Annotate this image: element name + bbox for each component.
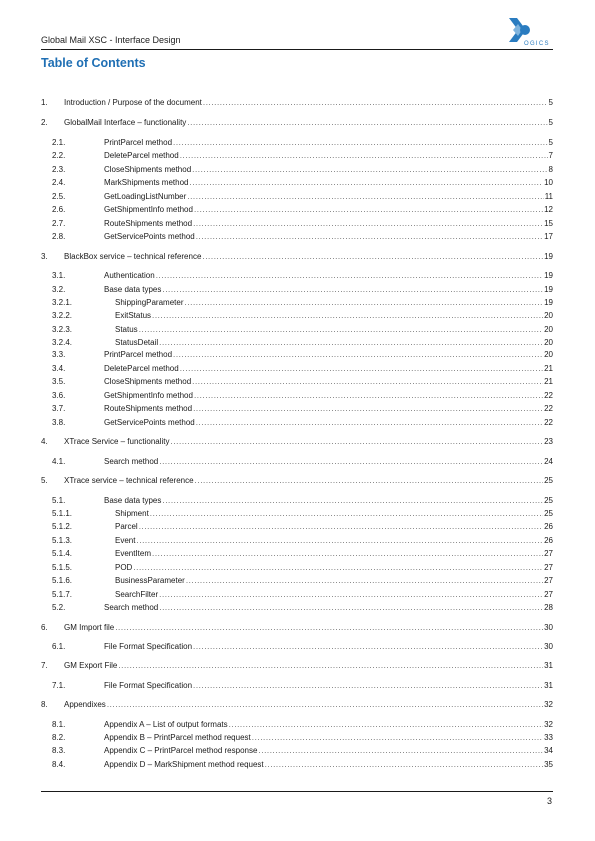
- toc-leader-dots: [159, 337, 543, 349]
- toc-entry-title: File Format Specification: [104, 681, 193, 690]
- toc-entry-page: 30: [544, 642, 553, 651]
- toc-entry[interactable]: [41, 191, 553, 203]
- toc-entry-number: 8.1.: [52, 720, 66, 729]
- toc-entry-title: DeleteParcel method: [104, 151, 179, 160]
- toc-entry-page: 5: [548, 118, 553, 127]
- toc-entry-title: GM Import file: [64, 623, 115, 632]
- toc-entry-number: 3.8.: [52, 418, 66, 427]
- toc-entry-title: SearchFilter: [115, 590, 159, 599]
- toc-entry-number: 3.2.3.: [52, 325, 73, 334]
- toc-entry-page: 20: [544, 350, 553, 359]
- toc-entry-page: 25: [544, 476, 553, 485]
- toc-entry[interactable]: [41, 117, 553, 129]
- toc-entry-page: 21: [544, 364, 553, 373]
- toc-leader-dots: [133, 562, 543, 574]
- toc-leader-dots: [152, 310, 543, 322]
- toc-entry-number: 2.4.: [52, 178, 66, 187]
- toc-entry-title: GetShipmentInfo method: [104, 205, 193, 214]
- toc-entry-number: 3.6.: [52, 391, 66, 400]
- toc-entry-title: Introduction / Purpose of the document: [64, 98, 202, 107]
- toc-entry-number: 5.: [41, 476, 48, 485]
- toc-entry-page: 12: [544, 205, 553, 214]
- toc-leader-dots: [156, 270, 543, 282]
- toc-entry-page: 22: [544, 418, 553, 427]
- toc-entry[interactable]: [41, 251, 553, 263]
- toc-entry-number: 6.1.: [52, 642, 66, 651]
- toc-entry-number: 8.3.: [52, 746, 66, 755]
- toc-entry-number: 2.: [41, 118, 48, 127]
- toc-entry[interactable]: [41, 177, 553, 189]
- toc-entry-number: 5.1.7.: [52, 590, 73, 599]
- toc-entry-number: 5.1.3.: [52, 536, 73, 545]
- toc-leader-dots: [152, 548, 543, 560]
- toc-entry-title: Parcel: [115, 522, 138, 531]
- toc-entry-page: 7: [548, 151, 553, 160]
- toc-leader-dots: [203, 97, 548, 109]
- toc-entry[interactable]: [41, 164, 553, 176]
- toc-entry-number: 2.6.: [52, 205, 66, 214]
- toc-leader-dots: [171, 436, 544, 448]
- toc-entry-number: 2.5.: [52, 192, 66, 201]
- toc-entry-number: 5.1.: [52, 496, 66, 505]
- toc-entry-number: 3.2.: [52, 285, 66, 294]
- toc-leader-dots: [180, 363, 543, 375]
- toc-entry-title: GetLoadingListNumber: [104, 192, 187, 201]
- toc-entry[interactable]: [41, 622, 553, 634]
- toc-entry-title: CloseShipments method: [104, 165, 192, 174]
- toc-leader-dots: [192, 376, 543, 388]
- toc-entry-number: 2.1.: [52, 138, 66, 147]
- toc-entry-number: 2.7.: [52, 219, 66, 228]
- toc-leader-dots: [159, 602, 543, 614]
- toc-entry-title: DeleteParcel method: [104, 364, 179, 373]
- toc-entry-title: RouteShipments method: [104, 404, 193, 413]
- toc-entry[interactable]: [41, 641, 553, 653]
- toc-entry-number: 1.: [41, 98, 48, 107]
- toc-entry-page: 5: [548, 138, 553, 147]
- toc-entry-page: 25: [544, 509, 553, 518]
- toc-entry-title: Authentication: [104, 271, 155, 280]
- toc-entry-title: BlackBox service – technical reference: [64, 252, 202, 261]
- toc-entry-title: RouteShipments method: [104, 219, 193, 228]
- toc-entry-title: Search method: [104, 457, 159, 466]
- toc-entry-title: StatusDetail: [115, 338, 159, 347]
- toc-entry-title: ShippingParameter: [115, 298, 184, 307]
- toc-entry-title: CloseShipments method: [104, 377, 192, 386]
- toc-entry-page: 31: [544, 681, 553, 690]
- toc-entry-title: MarkShipments method: [104, 178, 189, 187]
- toc-entry-title: ExitStatus: [115, 311, 152, 320]
- toc-entry-title: Shipment: [115, 509, 149, 518]
- toc-entry-page: 23: [544, 437, 553, 446]
- toc-entry-page: 25: [544, 496, 553, 505]
- x-logo-icon: [509, 18, 530, 42]
- toc-entry-title: Appendixes: [64, 700, 106, 709]
- toc-entry-number: 6.: [41, 623, 48, 632]
- toc-entry-title: BusinessParameter: [115, 576, 185, 585]
- toc-entry[interactable]: [41, 521, 553, 533]
- toc-entry-title: Appendix A – List of output formats: [104, 720, 228, 729]
- toc-entry[interactable]: [41, 284, 553, 296]
- toc-entry[interactable]: [41, 456, 553, 468]
- toc-entry[interactable]: [41, 310, 553, 322]
- toc-entry-title: XTrace service – technical reference: [64, 476, 194, 485]
- toc-entry[interactable]: [41, 436, 553, 448]
- toc-entry[interactable]: [41, 745, 553, 757]
- toc-entry-page: 33: [544, 733, 553, 742]
- toc-leader-dots: [159, 456, 543, 468]
- toc-entry-page: 10: [544, 178, 553, 187]
- toc-entry-number: 3.3.: [52, 350, 66, 359]
- toc-entry-number: 5.1.5.: [52, 563, 73, 572]
- toc-leader-dots: [193, 680, 543, 692]
- toc-heading: Table of Contents: [41, 56, 146, 70]
- toc-leader-dots: [118, 660, 543, 672]
- toc-entry[interactable]: [41, 349, 553, 361]
- toc-entry-page: 22: [544, 404, 553, 413]
- footer-divider: [41, 791, 553, 792]
- toc-entry-number: 5.1.2.: [52, 522, 73, 531]
- toc-leader-dots: [193, 641, 543, 653]
- toc-entry[interactable]: [41, 137, 553, 149]
- toc-leader-dots: [202, 251, 543, 263]
- toc-entry-page: 22: [544, 391, 553, 400]
- toc-entry-page: 20: [544, 338, 553, 347]
- toc-entry-title: Appendix D – MarkShipment method request: [104, 760, 264, 769]
- toc-entry-title: Status: [115, 325, 138, 334]
- toc-leader-dots: [159, 589, 543, 601]
- toc-leader-dots: [180, 150, 548, 162]
- toc-entry[interactable]: [41, 231, 553, 243]
- toc-entry-page: 31: [544, 661, 553, 670]
- toc-leader-dots: [139, 521, 543, 533]
- toc-entry-number: 3.7.: [52, 404, 66, 413]
- toc-entry[interactable]: [41, 680, 553, 692]
- toc-entry-number: 2.8.: [52, 232, 66, 241]
- logo-text: OGICS: [524, 41, 550, 47]
- toc-leader-dots: [115, 622, 543, 634]
- toc-leader-dots: [187, 191, 543, 203]
- toc-entry-page: 19: [544, 285, 553, 294]
- toc-leader-dots: [229, 719, 543, 731]
- toc-leader-dots: [107, 699, 543, 711]
- toc-entry-number: 8.2.: [52, 733, 66, 742]
- toc-entry[interactable]: [41, 759, 553, 771]
- toc-entry[interactable]: [41, 548, 553, 560]
- toc-leader-dots: [193, 403, 543, 415]
- toc-entry-number: 5.1.4.: [52, 549, 73, 558]
- toc-entry-number: 8.4.: [52, 760, 66, 769]
- toc-entry[interactable]: [41, 376, 553, 388]
- toc-entry-number: 8.: [41, 700, 48, 709]
- xlogics-logo: [500, 14, 560, 48]
- toc-entry-number: 2.2.: [52, 151, 66, 160]
- toc-entry-title: Event: [115, 536, 136, 545]
- toc-entry-page: 17: [544, 232, 553, 241]
- toc-entry-number: 4.1.: [52, 457, 66, 466]
- toc-leader-dots: [196, 231, 543, 243]
- toc-entry-title: File Format Specification: [104, 642, 193, 651]
- toc-entry-page: 34: [544, 746, 553, 755]
- toc-entry[interactable]: [41, 732, 553, 744]
- toc-entry[interactable]: [41, 97, 553, 109]
- toc-entry-title: Appendix B – PrintParcel method request: [104, 733, 251, 742]
- toc-entry-page: 35: [544, 760, 553, 769]
- toc-entry[interactable]: [41, 602, 553, 614]
- toc-leader-dots: [193, 218, 543, 230]
- toc-entry-page: 11: [544, 192, 553, 201]
- toc-entry-number: 2.3.: [52, 165, 66, 174]
- toc-entry[interactable]: [41, 324, 553, 336]
- toc-entry[interactable]: [41, 297, 553, 309]
- toc-entry-title: Base data types: [104, 496, 162, 505]
- toc-entry[interactable]: [41, 719, 553, 731]
- toc-entry-number: 3.4.: [52, 364, 66, 373]
- toc-entry-page: 26: [544, 522, 553, 531]
- toc-entry[interactable]: [41, 150, 553, 162]
- toc-entry-number: 3.5.: [52, 377, 66, 386]
- toc-entry[interactable]: [41, 403, 553, 415]
- toc-leader-dots: [162, 284, 543, 296]
- toc-entry[interactable]: [41, 363, 553, 375]
- header-divider: [41, 49, 553, 50]
- toc-entry[interactable]: [41, 508, 553, 520]
- toc-entry-title: Search method: [104, 603, 159, 612]
- toc-entry-title: PrintParcel method: [104, 138, 173, 147]
- toc-entry-page: 20: [544, 311, 553, 320]
- toc-leader-dots: [192, 164, 547, 176]
- toc-entry[interactable]: [41, 562, 553, 574]
- toc-entry-number: 3.1.: [52, 271, 66, 280]
- toc-entry[interactable]: [41, 204, 553, 216]
- toc-entry-page: 15: [544, 219, 553, 228]
- toc-entry-number: 7.1.: [52, 681, 66, 690]
- toc-leader-dots: [195, 475, 544, 487]
- toc-leader-dots: [162, 495, 543, 507]
- toc-leader-dots: [173, 349, 543, 361]
- toc-entry-title: PrintParcel method: [104, 350, 173, 359]
- toc-leader-dots: [139, 324, 543, 336]
- toc-entry-number: 3.2.1.: [52, 298, 73, 307]
- toc-entry-page: 21: [544, 377, 553, 386]
- document-header-title: Global Mail XSC - Interface Design: [41, 35, 181, 45]
- toc-entry-page: 20: [544, 325, 553, 334]
- toc-entry-page: 27: [544, 576, 553, 585]
- toc-leader-dots: [186, 575, 543, 587]
- toc-leader-dots: [252, 732, 543, 744]
- toc-leader-dots: [150, 508, 543, 520]
- toc-entry-page: 30: [544, 623, 553, 632]
- toc-entry[interactable]: [41, 475, 553, 487]
- page-number: 3: [546, 796, 552, 806]
- toc-entry-title: XTrace Service – functionality: [64, 437, 170, 446]
- toc-entry-page: 27: [544, 590, 553, 599]
- toc-entry[interactable]: [41, 390, 553, 402]
- toc-entry[interactable]: [41, 589, 553, 601]
- toc-leader-dots: [187, 117, 547, 129]
- toc-entry-title: EventItem: [115, 549, 152, 558]
- toc-entry-title: GM Export File: [64, 661, 118, 670]
- toc-entry-page: 28: [544, 603, 553, 612]
- toc-entry-title: Appendix C – PrintParcel method response: [104, 746, 258, 755]
- toc-entry-title: GetShipmentInfo method: [104, 391, 193, 400]
- toc-leader-dots: [189, 177, 543, 189]
- toc-entry[interactable]: [41, 337, 553, 349]
- toc-entry[interactable]: [41, 575, 553, 587]
- toc-entry-number: 5.2.: [52, 603, 66, 612]
- toc-leader-dots: [173, 137, 548, 149]
- toc-entry-page: 32: [544, 720, 553, 729]
- toc-entry[interactable]: [41, 699, 553, 711]
- toc-entry-page: 19: [544, 252, 553, 261]
- toc-entry-page: 19: [544, 271, 553, 280]
- toc-entry[interactable]: [41, 535, 553, 547]
- toc-entry-page: 5: [548, 98, 553, 107]
- toc-entry-page: 26: [544, 536, 553, 545]
- toc-entry[interactable]: [41, 495, 553, 507]
- toc-entry-number: 3.: [41, 252, 48, 261]
- toc-entry-number: 7.: [41, 661, 48, 670]
- toc-entry-number: 5.1.1.: [52, 509, 73, 518]
- toc-leader-dots: [194, 204, 543, 216]
- toc-entry[interactable]: [41, 660, 553, 672]
- toc-entry-page: 27: [544, 549, 553, 558]
- toc-entry-title: GetServicePoints method: [104, 418, 195, 427]
- toc-entry-page: 24: [544, 457, 553, 466]
- toc-entry-number: 4.: [41, 437, 48, 446]
- toc-entry-title: GetServicePoints method: [104, 232, 195, 241]
- toc-leader-dots: [136, 535, 543, 547]
- toc-entry[interactable]: [41, 218, 553, 230]
- toc-leader-dots: [184, 297, 543, 309]
- toc-entry-title: GlobalMail Interface – functionality: [64, 118, 187, 127]
- toc-leader-dots: [258, 745, 543, 757]
- toc-entry[interactable]: [41, 270, 553, 282]
- toc-entry-page: 8: [548, 165, 553, 174]
- toc-entry-number: 3.2.4.: [52, 338, 73, 347]
- toc-leader-dots: [194, 390, 543, 402]
- toc-entry-page: 27: [544, 563, 553, 572]
- toc-entry-number: 3.2.2.: [52, 311, 73, 320]
- toc-entry-page: 19: [544, 298, 553, 307]
- toc-entry-title: POD: [115, 563, 133, 572]
- toc-entry-page: 32: [544, 700, 553, 709]
- toc-entry[interactable]: [41, 417, 553, 429]
- toc-entry-title: Base data types: [104, 285, 162, 294]
- toc-leader-dots: [265, 759, 543, 771]
- toc-leader-dots: [196, 417, 543, 429]
- toc-entry-number: 5.1.6.: [52, 576, 73, 585]
